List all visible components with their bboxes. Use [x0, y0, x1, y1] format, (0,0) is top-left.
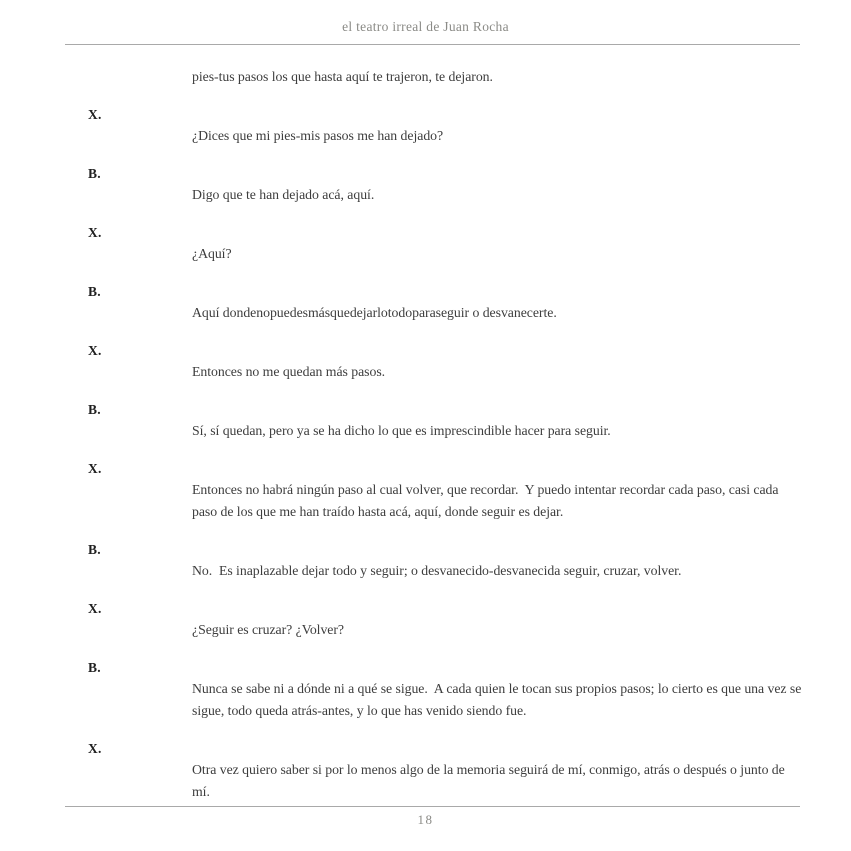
dialogue-text: Entonces no me quedan más pasos. — [192, 364, 386, 379]
running-title: el teatro irreal de Juan Rocha — [342, 19, 509, 34]
speaker-label: B. — [88, 402, 101, 417]
speaker-label: B. — [88, 166, 101, 181]
speaker-label: X. — [88, 343, 102, 358]
dialogue-turn — [88, 540, 805, 582]
dialogue-turn — [88, 400, 805, 442]
dialogue-turn — [88, 223, 805, 265]
dialogue-text: Entonces no habrá ningún paso al cual volver, que recordar. Y puedo intentar recordar cada paso, casi cada paso de los que me han traído hasta acá, aquí, donde seguir es dejar. — [192, 482, 782, 519]
speaker-label: B. — [88, 542, 101, 557]
speaker-label: X. — [88, 461, 102, 476]
dialogue-text: No. Es inaplazable dejar todo y seguir; o desvanecido-desvanecida seguir, cruzar, volver. — [192, 563, 682, 578]
footer-rule — [65, 806, 800, 807]
dialogue-turn — [88, 341, 805, 383]
dialogue-turn — [88, 164, 805, 206]
dialogue-turn — [88, 658, 805, 722]
dialogue-text: ¿Seguir es cruzar? ¿Volver? — [192, 622, 344, 637]
dialogue-turn — [88, 599, 805, 641]
dialogue-area — [88, 46, 805, 820]
dialogue-turn — [88, 739, 805, 803]
dialogue-text: Otra vez quiero saber si por lo menos algo de la memoria seguirá de mí, conmigo, atrás o después o junto de mí. — [192, 762, 789, 799]
dialogue-text: ¿Aquí? — [192, 246, 232, 261]
dialogue-text: pies-tus pasos los que hasta aquí te trajeron, te dejaron. — [192, 69, 493, 84]
dialogue-turn — [88, 282, 805, 324]
dialogue-turn — [88, 459, 805, 523]
dialogue-text: Aquí dondenopuedesmásquedejarlotodoparaseguir o desvanecerte. — [192, 305, 557, 320]
speaker-label: X. — [88, 107, 102, 122]
dialogue-turn — [88, 66, 805, 88]
speaker-label: B. — [88, 660, 101, 675]
header-rule — [65, 44, 800, 45]
dialogue-text: Digo que te han dejado acá, aquí. — [192, 187, 375, 202]
speaker-label: X. — [88, 225, 102, 240]
dialogue-text: Sí, sí quedan, pero ya se ha dicho lo que es imprescindible hacer para seguir. — [192, 423, 611, 438]
page-number: 18 — [417, 812, 434, 827]
speaker-label: B. — [88, 284, 101, 299]
dialogue-turn — [88, 105, 805, 147]
dialogue-text: Nunca se sabe ni a dónde ni a qué se sigue. A cada quien le tocan sus propios pasos; lo cierto es que una vez se sigue, todo queda atrás-antes, y lo que has venido siendo fue. — [192, 681, 805, 718]
speaker-label: X. — [88, 741, 102, 756]
dialogue-text: ¿Dices que mi pies-mis pasos me han dejado? — [192, 128, 444, 143]
speaker-label: X. — [88, 601, 102, 616]
